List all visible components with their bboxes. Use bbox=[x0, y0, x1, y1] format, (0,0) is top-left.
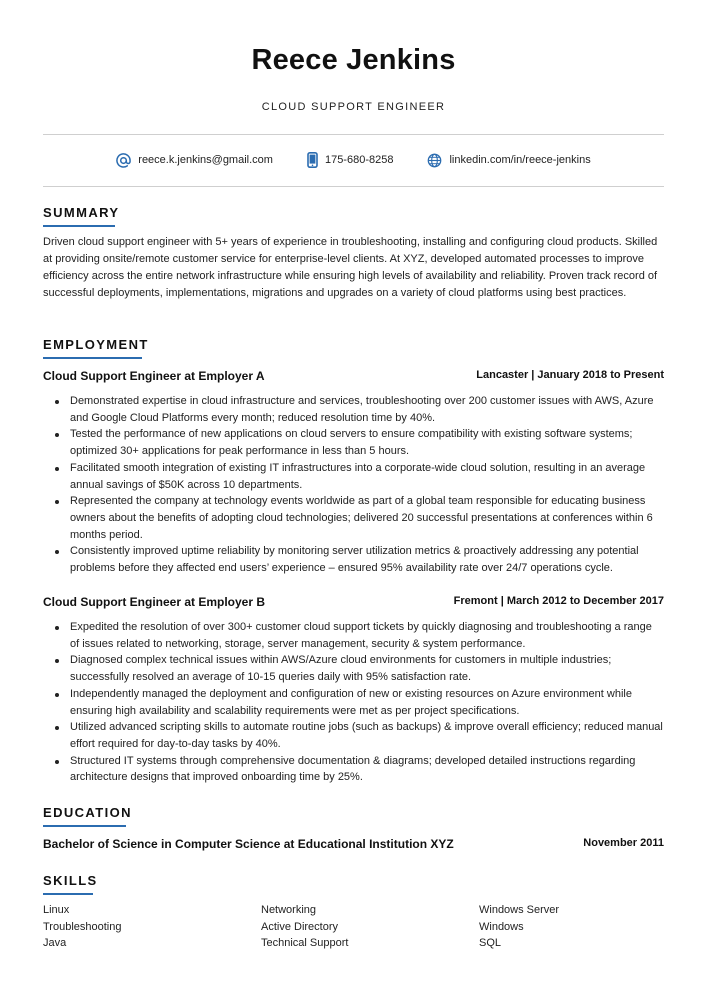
resume-page bbox=[43, 0, 664, 1000]
list-item: Utilized advanced scripting skills to automate routine jobs (such as backups) & improve overall efficiency; reduced manual effort required for day-to-day tasks by 40%. bbox=[43, 719, 664, 752]
skill-item: Java bbox=[43, 937, 67, 949]
contact-email[interactable] bbox=[116, 153, 273, 168]
job-a-bullets bbox=[43, 393, 664, 577]
education-underline bbox=[43, 825, 126, 827]
list-item: Demonstrated expertise in cloud infrastructure and services, troubleshooting over 200 customer issues with AWS, Azure and Google Cloud Platforms every month; reduced resolution time by 40%. bbox=[43, 393, 664, 426]
list-item: Consistently improved uptime reliability by monitoring server utilization metrics & proactively addressing any potential problems before they affected end users’ experience – ensured 95% availability rate over 24/7 operations cycle. bbox=[43, 543, 664, 576]
list-item: Structured IT systems through comprehensive documentation & diagrams; developed detailed instructions regarding architecture designs that improved onboarding time by 25%. bbox=[43, 753, 664, 786]
list-item: Diagnosed complex technical issues within AWS/Azure cloud environments for customers in multiple industries; successfully resolved an average of 10-15 queries daily with 95% satisfaction rate. bbox=[43, 652, 664, 685]
skills-underline bbox=[43, 893, 93, 895]
mobile-phone-icon bbox=[307, 152, 318, 168]
job-b-meta: Fremont | March 2012 to December 2017 bbox=[453, 595, 664, 607]
skill-item: Active Directory bbox=[261, 920, 339, 933]
contact-phone-text: 175-680-8258 bbox=[324, 154, 394, 166]
summary-underline bbox=[43, 225, 115, 227]
candidate-name: Reece Jenkins bbox=[251, 44, 456, 76]
list-item: Facilitated smooth integration of existing IT infrastructures into a corporate-wide cloud solution, resulting in an average annual savings of $50K across 10 departments. bbox=[43, 460, 664, 493]
summary-heading: SUMMARY bbox=[43, 205, 120, 220]
skills-heading: SKILLS bbox=[43, 873, 98, 888]
globe-icon bbox=[427, 153, 442, 168]
education-date: November 2011 bbox=[583, 837, 664, 849]
skills-grid bbox=[43, 902, 664, 952]
skill-item: Networking bbox=[261, 904, 317, 916]
summary-text: Driven cloud support engineer with 5+ years of experience in troubleshooting, installing and configuring cloud products. Skilled at providing onsite/remote customer service for enterprise-level clients. At XYZ, developed automated processes to improve efficiency across the entire network infrastructure while ensuring high levels of availability and reliability. Proven track record of successful deployments, implementations, migrations and upgrades on a variety of cloud platforms using best practices. bbox=[43, 236, 658, 299]
employment-heading: EMPLOYMENT bbox=[43, 337, 149, 352]
header-divider-top bbox=[43, 134, 664, 135]
education-heading: EDUCATION bbox=[43, 805, 132, 820]
skill-item: Linux bbox=[43, 904, 70, 916]
contact-phone[interactable] bbox=[307, 152, 394, 168]
contact-bar bbox=[43, 150, 664, 170]
job-a-title: Cloud Support Engineer at Employer A bbox=[43, 369, 265, 383]
job-title-header: CLOUD SUPPORT ENGINEER bbox=[261, 101, 446, 113]
contact-email-text: reece.k.jenkins@gmail.com bbox=[138, 154, 273, 166]
header-divider-bottom bbox=[43, 186, 664, 187]
contact-linkedin[interactable] bbox=[427, 153, 590, 168]
skill-item: Technical Support bbox=[261, 937, 349, 949]
skill-item: Windows Server bbox=[479, 904, 560, 916]
job-b-bullets bbox=[43, 619, 664, 786]
education-degree: Bachelor of Science in Computer Science at Educational Institution XYZ bbox=[43, 837, 454, 851]
skill-item: Windows bbox=[479, 920, 524, 933]
job-b-title: Cloud Support Engineer at Employer B bbox=[43, 595, 266, 609]
list-item: Tested the performance of new applications on cloud servers to ensure compatibility with existing software systems; optimized 30+ applications for peak performance in less than 5 hours. bbox=[43, 426, 664, 459]
at-sign-icon bbox=[116, 153, 131, 168]
contact-linkedin-text: linkedin.com/in/reece-jenkins bbox=[449, 154, 591, 166]
employment-underline bbox=[43, 357, 142, 359]
skill-item: SQL bbox=[479, 937, 502, 949]
list-item: Independently managed the deployment and configuration of new or existing resources on Azure environment while ensuring high availability and scalability requirements were met as per project specifications. bbox=[43, 686, 664, 719]
job-a-meta: Lancaster | January 2018 to Present bbox=[476, 369, 664, 381]
list-item: Expedited the resolution of over 300+ customer cloud support tickets by quickly diagnosing and troubleshooting a range of issues related to networking, storage, server management, security & system performance. bbox=[43, 619, 664, 652]
skill-item: Troubleshooting bbox=[43, 920, 122, 933]
list-item: Represented the company at technology events worldwide as part of a global team responsible for educating business owners about the benefits of adopting cloud technologies; delivered 20 successful presentations at conferences within 6 months period. bbox=[43, 493, 664, 543]
